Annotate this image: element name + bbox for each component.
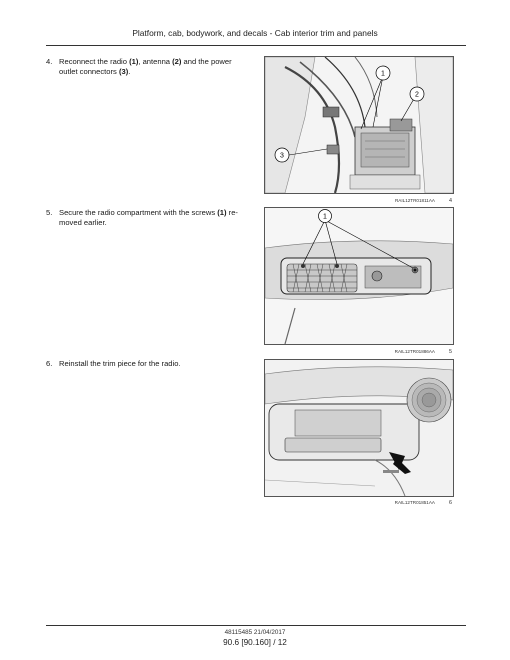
callout-label: 1	[381, 70, 385, 78]
figure-caption	[395, 500, 452, 506]
callout-ref: (3)	[118, 67, 129, 76]
footer-rule	[46, 625, 466, 626]
figure-radio-connectors	[264, 56, 454, 194]
figure-caption	[395, 349, 452, 355]
step-text-part: re-moved earlier.	[59, 208, 238, 227]
figure-radio-trim	[264, 359, 454, 497]
callout-ref: (1)	[217, 208, 227, 217]
radio-connectors-photo	[265, 57, 453, 193]
step-text	[59, 57, 251, 77]
figure-caption	[395, 198, 452, 204]
figure-code: RAIL12TR01886AA	[394, 349, 435, 354]
figure-number: 6	[449, 500, 452, 506]
step-4	[46, 57, 251, 77]
step-text-part: , antenna	[138, 57, 173, 66]
figure-code: RAIL12TR01851AA	[394, 500, 435, 505]
step-text-part: .	[128, 67, 131, 76]
figure-radio-compartment	[264, 207, 454, 345]
footer-doc-info: 48115485 21/04/2017	[224, 629, 286, 636]
callout-ref: (2)	[172, 57, 182, 66]
footer-page-number: 90.6 [90.160] / 12	[223, 638, 287, 647]
step-5	[46, 208, 251, 228]
step-text-part: Reinstall the trim piece for the radio.	[59, 359, 181, 368]
step-number: 4.	[46, 57, 53, 66]
callout-label: 2	[415, 91, 419, 99]
radio-compartment-photo	[265, 208, 453, 344]
header-rule	[46, 45, 466, 46]
callout-label: 3	[280, 152, 284, 160]
step-text	[59, 359, 251, 369]
page-header: Platform, cab, bodywork, and decals - Cab interior trim and panels	[132, 28, 378, 38]
step-text-part: and the power outlet connectors	[59, 57, 232, 76]
step-number: 6.	[46, 359, 53, 368]
step-text-part: Secure the radio compartment with the screws	[59, 208, 218, 217]
step-text-part: Reconnect the radio	[59, 57, 130, 66]
step-6	[46, 359, 251, 369]
step-number: 5.	[46, 208, 53, 217]
figure-code: RAIL12TR01811AA	[394, 198, 435, 203]
step-text	[59, 208, 251, 228]
figure-number: 4	[449, 198, 452, 204]
callout-label: 1	[323, 213, 327, 221]
figure-number: 5	[449, 349, 452, 355]
callout-ref: (1)	[129, 57, 139, 66]
radio-trim-photo	[265, 360, 453, 496]
